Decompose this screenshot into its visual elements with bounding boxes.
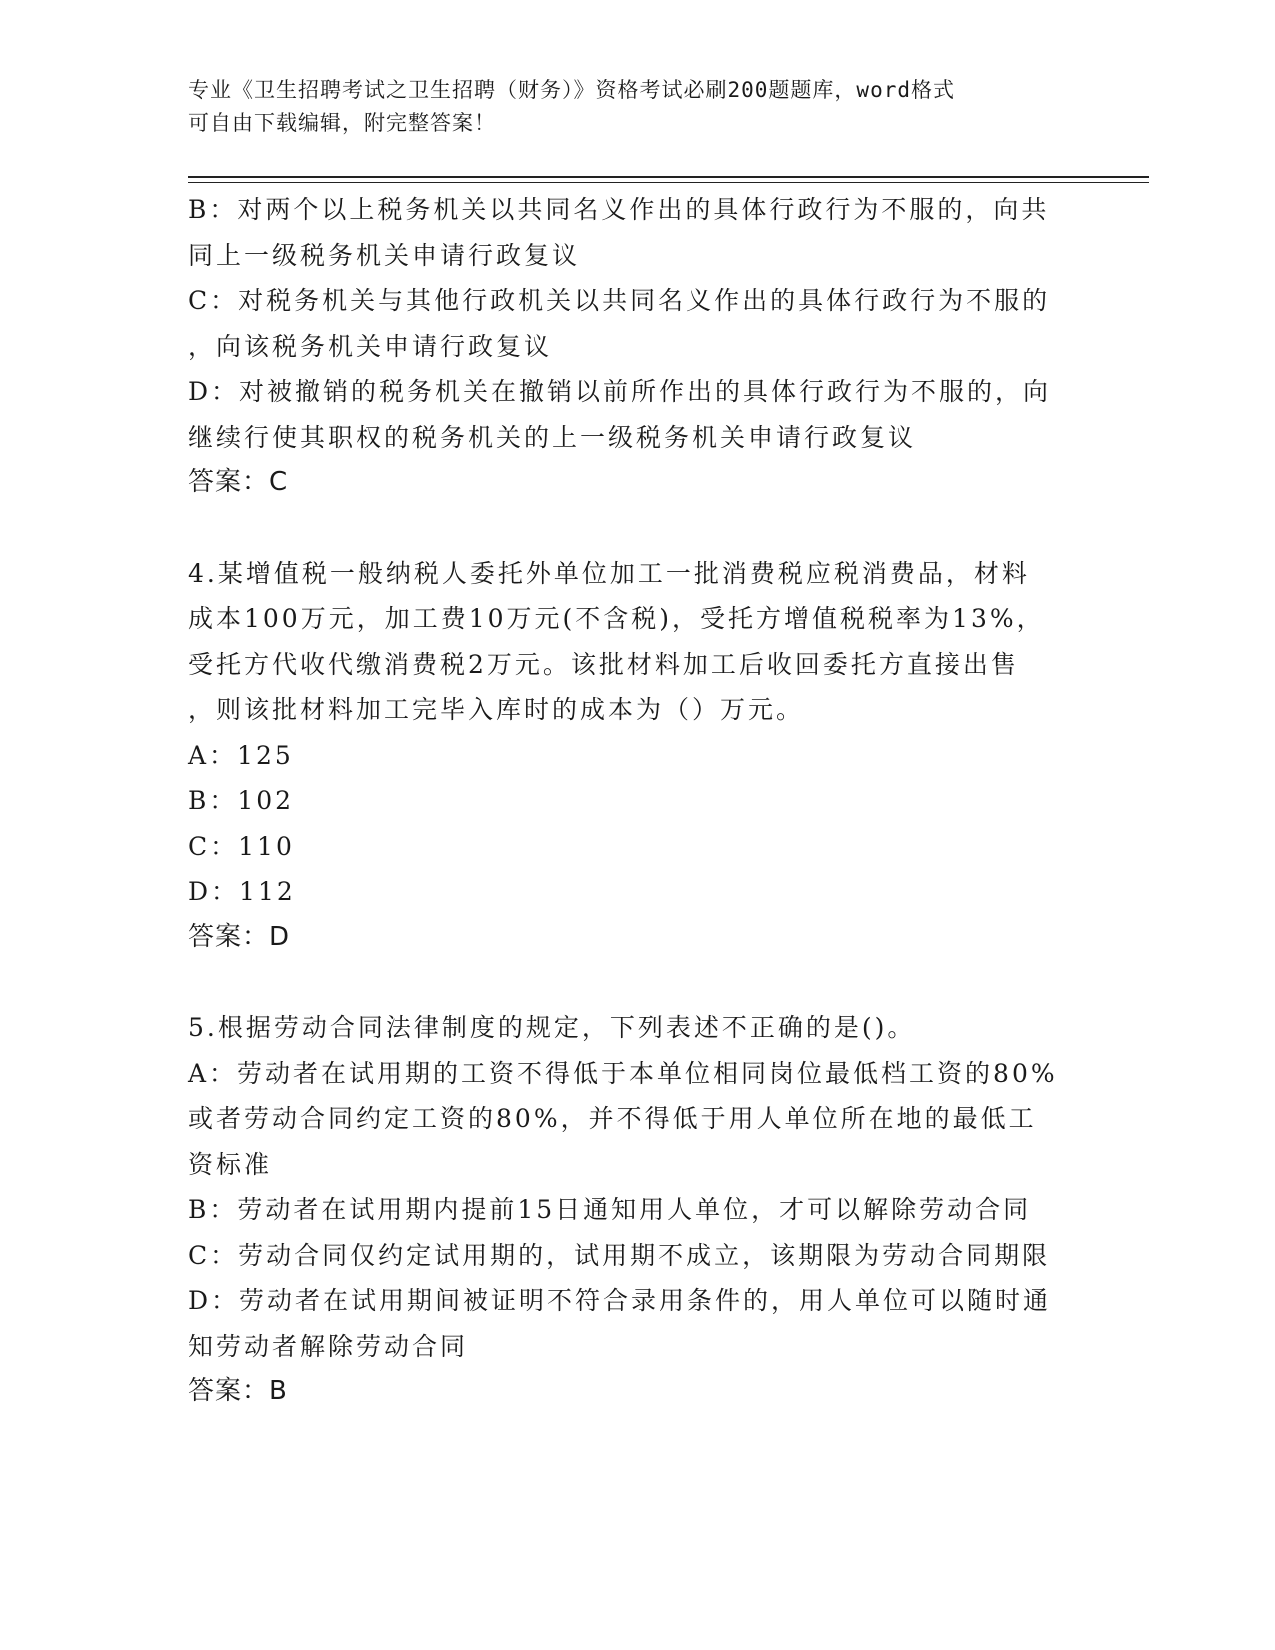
option-a-line-3: 资标准	[188, 1149, 273, 1179]
option-a-line-2: 或者劳动合同约定工资的80%，并不得低于用人单位所在地的最低工	[188, 1104, 1037, 1133]
option-d: D：112	[188, 877, 296, 906]
answer-4: 答案：D	[188, 921, 291, 952]
header-title-line-1: 专业《卫生招聘考试之卫生招聘（财务）》资格考试必刷200题题库，word格式	[188, 78, 955, 102]
option-d-line-2: 知劳动者解除劳动合同	[188, 1331, 469, 1361]
option-c: C：劳动合同仅约定试用期的，试用期不成立，该期限为劳动合同期限	[188, 1240, 1051, 1270]
option-c-line-2: ，向该税务机关申请行政复议	[188, 331, 553, 361]
option-c-line-1: C：对税务机关与其他行政机关以共同名义作出的具体行政行为不服的	[188, 286, 1051, 315]
document-body	[188, 187, 1088, 1415]
option-b: B：102	[188, 786, 295, 815]
option-d-line-2: 继续行使其职权的税务机关的上一级税务机关申请行政复议	[188, 422, 917, 452]
option-b-line-1: B：对两个以上税务机关以共同名义作出的具体行政行为不服的，向共	[188, 195, 1050, 224]
answer-5: 答案：B	[188, 1376, 288, 1406]
question-5-stem: 5.根据劳动合同法律制度的规定，下列表述不正确的是()。	[188, 1013, 916, 1042]
question-5	[188, 1005, 1088, 1415]
option-c: C：110	[188, 831, 295, 861]
page-header	[188, 74, 1088, 140]
spacer	[188, 960, 1088, 1005]
option-d-line-1: D：对被撤销的税务机关在撤销以前所作出的具体行政行为不服的，向	[188, 377, 1052, 406]
question-4-stem-line-4: ，则该批材料加工完毕入库时的成本为（）万元。	[188, 695, 805, 724]
question-4-stem-line-2: 成本100万元，加工费10万元(不含税)，受托方增值税税率为13%，	[188, 604, 1045, 633]
question-4-stem-line-3: 受托方代收代缴消费税2万元。该批材料加工后收回委托方直接出售	[188, 649, 1019, 679]
header-title-line-2: 可自由下载编辑，附完整答案！	[188, 111, 496, 135]
option-a-line-1: A：劳动者在试用期的工资不得低于本单位相同岗位最低档工资的80%	[188, 1058, 1058, 1088]
option-b-line-2: 同上一级税务机关申请行政复议	[188, 240, 581, 270]
question-3	[188, 187, 1088, 506]
question-4	[188, 551, 1088, 961]
question-4-stem-line-1: 4.某增值税一般纳税人委托外单位加工一批消费税应税消费品，材料	[188, 558, 1030, 588]
answer-3: 答案：C	[188, 467, 289, 497]
option-b: B：劳动者在试用期内提前15日通知用人单位，才可以解除劳动合同	[188, 1195, 1032, 1224]
option-a: A：125	[188, 740, 294, 770]
spacer	[188, 506, 1088, 551]
header-divider	[188, 176, 1149, 183]
option-d-line-1: D：劳动者在试用期间被证明不符合录用条件的，用人单位可以随时通	[188, 1286, 1052, 1315]
